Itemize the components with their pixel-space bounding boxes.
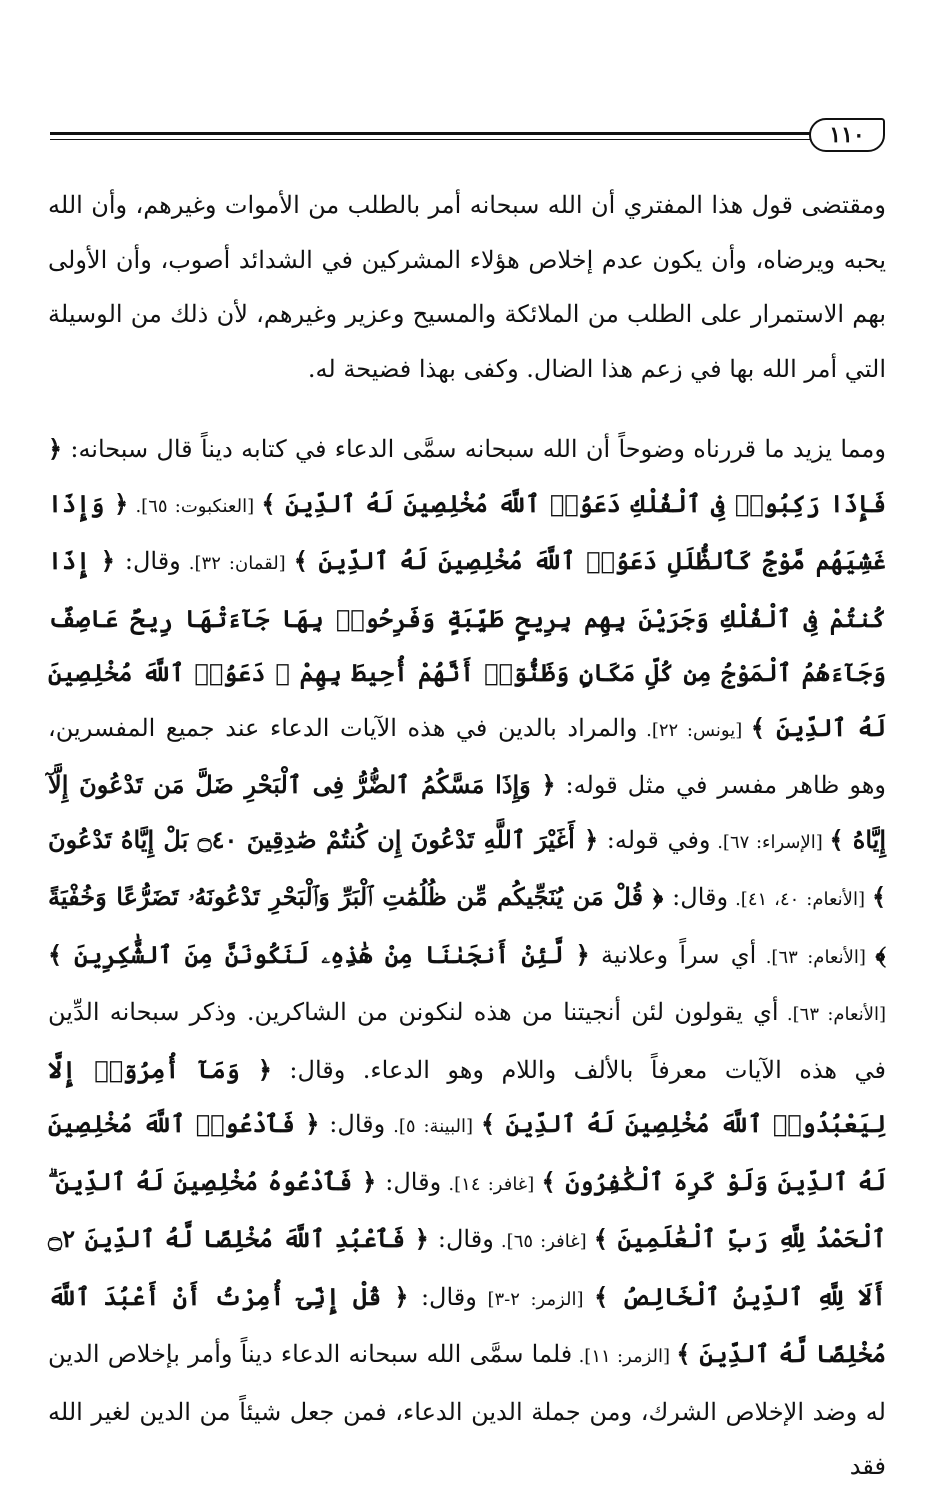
paragraph-p2 (48, 422, 886, 1494)
verse-citation: [الإسراء: ٦٧]. (710, 831, 830, 853)
header-rule (50, 132, 815, 142)
quran-verse: ﴿ وَإِذَا مَسَّكُمُ ٱلضُّرُّ فِى ٱلْبَحْرِ ضَلَّ مَن تَدْعُونَ إِلَّآ إِيَّاهُ ﴾ (48, 770, 887, 854)
body-text: وقال: (114, 547, 181, 575)
body-text: وقال: (663, 883, 729, 911)
verse-citation: [الأنعام: ٤٠، ٤١]. (728, 889, 872, 910)
body-text: والمراد بالدين في هذه الآيات الدعاء عند جميع المفسرين، وهو ظاهر مفسر في مثل قوله: (48, 713, 887, 799)
verse-citation: [البينة: ٥]. (385, 1116, 481, 1137)
header-rule-thick-line (50, 132, 815, 135)
quran-verse: ﴿ إِذَا كُنتُمْ فِى ٱلْفُلْكِ وَجَرَيْنَ بِهِم بِرِيحٍ طَيِّبَةٍ وَفَرِحُوا۟ بِهَا جَآءَتْهَا رِيحٌ عَاصِفٌ وَجَآءَهُمُ ٱلْمَوْجُ مِن كُلِّ مَكَانٍ وَظَنُّوٓا۟ أَنَّهُمْ أُحِيطَ بِهِمْ ۙ دَعَوُا۟ ٱللَّهَ مُخْلِصِينَ لَهُ ٱلدِّينَ ﴾ (48, 546, 887, 742)
page-body (48, 178, 886, 1494)
quran-verse: ﴿ فَٱدْعُوا۟ ٱللَّهَ مُخْلِصِينَ لَهُ ٱلدِّينَ وَلَوْ كَرِهَ ٱلْكَٰفِرُونَ ﴾ (48, 1109, 887, 1196)
quran-verse: ﴿ فَٱدْعُوهُ مُخْلِصِينَ لَهُ ٱلدِّينَ ۗ ٱلْحَمْدُ لِلَّهِ رَبِّ ٱلْعَٰلَمِينَ ﴾ (48, 1166, 887, 1253)
header-rule-thin-line (50, 139, 815, 140)
body-text: أي يقولون لئن أنجيتنا من هذه لنكونن من الشاكرين. وذكر سبحانه الدِّين في هذه الآيات معرفاً بالألف واللام وهو الدعاء. وقال: (48, 998, 886, 1084)
page-header (50, 118, 885, 158)
quran-verse: ﴿ فَٱعْبُدِ ٱللَّهَ مُخْلِصًا لَّهُ ٱلدِّينَ ۝٢ أَلَا لِلَّهِ ٱلدِّينُ ٱلْخَالِصُ ﴾ (48, 1224, 887, 1311)
quran-verse: ﴿ وَمَآ أُمِرُوٓا۟ إِلَّا لِيَعْبُدُوا۟ ٱللَّهَ مُخْلِصِينَ لَهُ ٱلدِّينَ ﴾ (48, 1054, 887, 1138)
quran-verse: ﴿ لَّئِنْ أَنجَىٰنَا مِنْ هَٰذِهِۦ لَنَكُونَنَّ مِنَ ٱلشَّٰكِرِينَ ﴾ (48, 939, 590, 969)
verse-citation: [الزمر: ٢-٣] (476, 1288, 595, 1310)
body-text: وقال: (428, 1225, 494, 1253)
verse-citation: [غافر: ١٤]. (441, 1173, 542, 1195)
verse-citation: [الزمر: ١١]. (572, 1346, 677, 1367)
page-number: ١١٠ (809, 118, 885, 152)
body-text: أي سراً وعلانية (589, 940, 757, 969)
quran-verse: ﴿ قُلْ مَن يُنَجِّيكُم مِّن ظُلُمَٰتِ ٱلْبَرِّ وَٱلْبَحْرِ تَدْعُونَهُۥ تَضَرُّعًا وَخُفْيَةً ﴾ (48, 882, 887, 969)
verse-citation: [غافر: ٦٥]. (493, 1231, 594, 1252)
verse-citation: [يونس: ٢٢]. (637, 719, 751, 741)
quran-verse: ﴿ فَإِذَا رَكِبُوا۟ فِى ٱلْفُلْكِ دَعَوُا۟ ٱللَّهَ مُخْلِصِينَ لَهُ ٱلدِّينَ ﴾ (48, 434, 887, 518)
quran-verse: ﴿ أَغَيْرَ ٱللَّهِ تَدْعُونَ إِن كُنتُمْ صَٰدِقِينَ ۝٤٠ بَلْ إِيَّاهُ تَدْعُونَ ﴾ (48, 824, 887, 911)
verse-citation: [الأنعام: ٦٣]. (778, 1004, 886, 1025)
quran-verse: ﴿ وَإِذَا غَشِيَهُم مَّوْجٌ كَٱلظُّلَلِ دَعَوُا۟ ٱللَّهَ مُخْلِصِينَ لَهُ ٱلدِّينَ ﴾ (48, 488, 887, 575)
body-text: وقال: (408, 1282, 477, 1311)
body-text: وقال: (319, 1110, 386, 1138)
body-text: وقال: (376, 1167, 442, 1196)
paragraph-p1 (48, 178, 886, 396)
verse-citation: [لقمان: ٣٢]. (180, 553, 294, 574)
quran-verse: ﴿ قُلْ إِنِّىٓ أُمِرْتُ أَنْ أَعْبُدَ ٱللَّهَ مُخْلِصًا لَّهُ ٱلدِّينَ ﴾ (48, 1281, 887, 1368)
verse-citation: [الأنعام: ٦٣]. (756, 946, 876, 968)
verse-citation: [العنكبوت: ٦٥]. (128, 495, 262, 517)
body-text: فلما سمَّى الله سبحانه الدعاء ديناً وأمر بإخلاص الدين له وضد الإخلاص الشرك، ومن جملة الدين الدعاء، فمن جعل شيئاً من الدين لغير الله فقد (48, 1340, 886, 1480)
body-text: ومما يزيد ما قررناه وضوحاً أن الله سبحانه سمَّى الدعاء في كتابه ديناً قال سبحانه: (62, 435, 886, 463)
body-text: ومقتضى قول هذا المفتري أن الله سبحانه أمر بالطلب من الأموات وغيرهم، وأن الله يحبه ويرضاه، وأن يكون عدم إخلاص هؤلاء المشركين في الشدائد أصوب، وأن الأولى بهم الاستمرار على الطلب من الملائكة والمسيح وعزير وغيرهم، لأن ذلك من الوسيلة التي أمر الله بها في زعم هذا الضال. وكفى بهذا فضيحة له. (48, 191, 886, 383)
body-text: وفي قوله: (598, 825, 711, 854)
